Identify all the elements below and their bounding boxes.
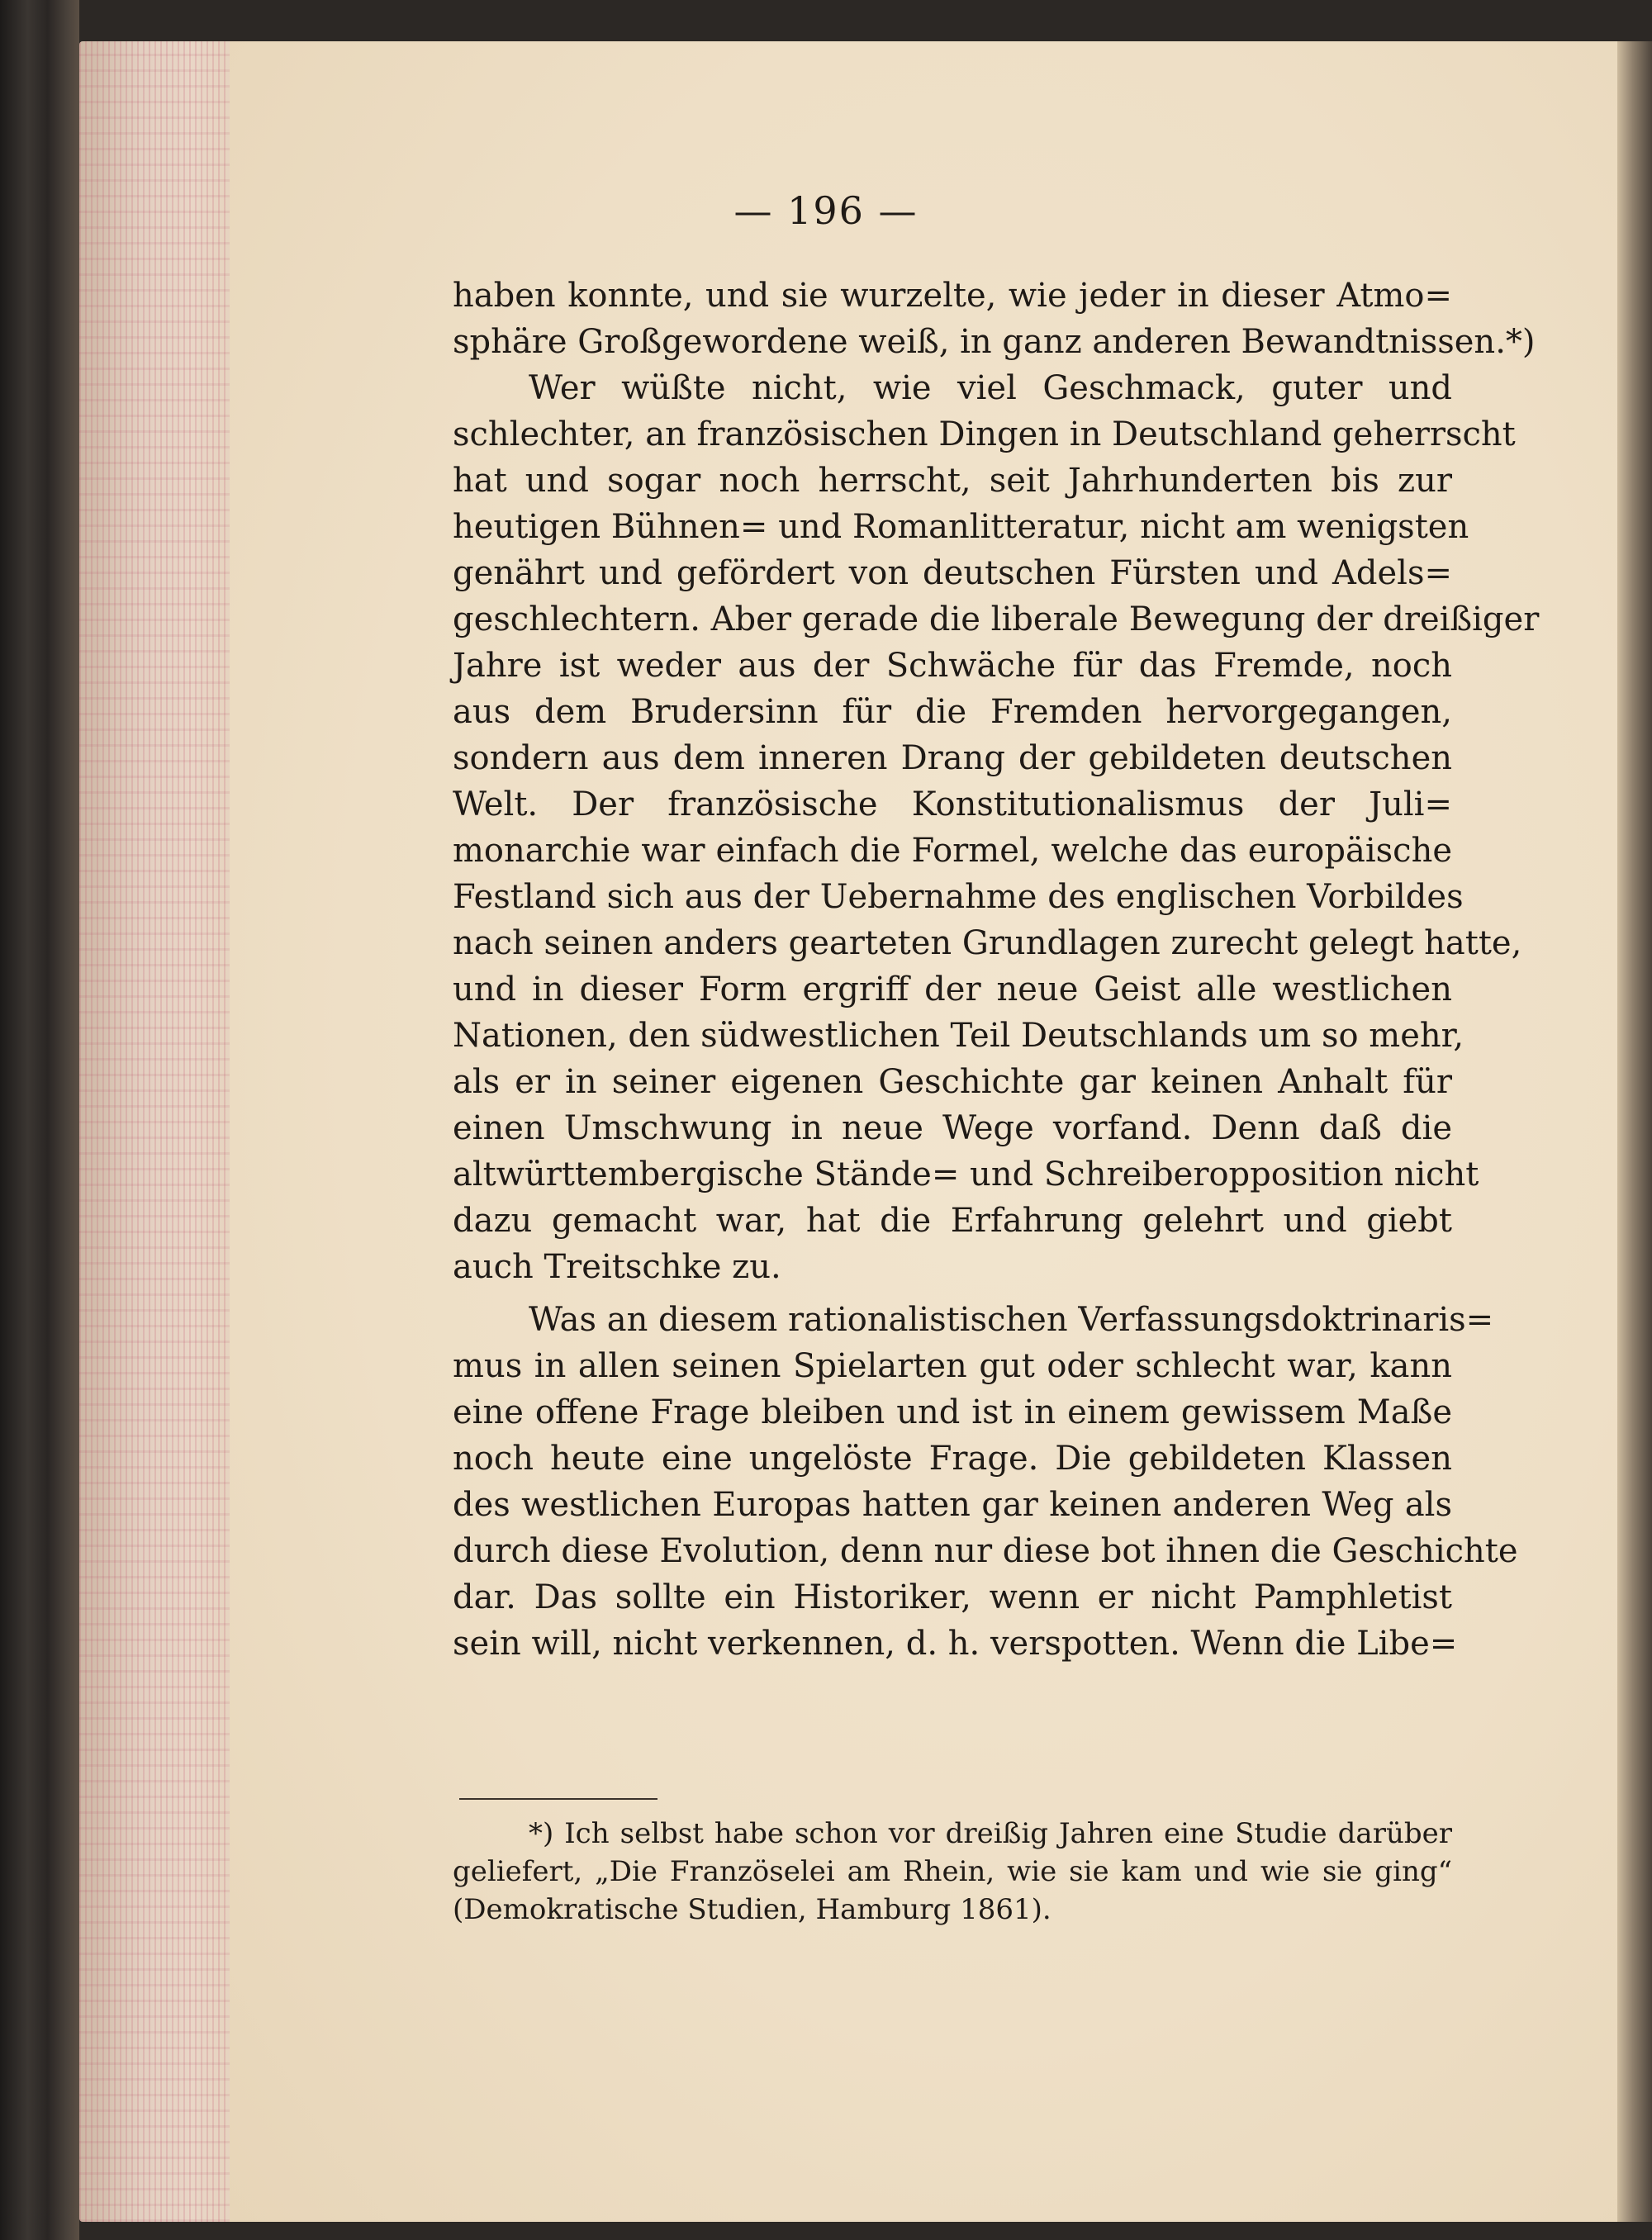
page-number: — 196 — xyxy=(733,188,919,233)
text-line: sphäre Großgewordene weiß, in ganz anderen Bewandtnissen.*) xyxy=(453,323,1536,361)
text-line: genährt und gefördert von deutschen Fürsten und Adels= xyxy=(453,554,1452,592)
text-line: heutigen Bühnen= und Romanlitteratur, nicht am wenigsten xyxy=(453,508,1469,546)
text-line: einen Umschwung in neue Wege vorfand. Denn daß die xyxy=(453,1109,1452,1147)
text-line: schlechter, an französischen Dingen in Deutschland geherrscht xyxy=(453,415,1516,453)
text-line: mus in allen seinen Spielarten gut oder schlecht war, kann xyxy=(453,1347,1452,1385)
footnote-rule xyxy=(459,1798,657,1800)
text-line: und in dieser Form ergriff der neue Geist alle westlichen xyxy=(453,971,1452,1008)
top-edge xyxy=(79,0,1652,41)
text-line: durch diese Evolution, denn nur diese bot ihnen die Geschichte xyxy=(453,1532,1518,1570)
bottom-edge xyxy=(79,2222,1652,2240)
text-line: des westlichen Europas hatten gar keinen anderen Weg als xyxy=(453,1486,1452,1524)
text-line: noch heute eine ungelöste Frage. Die gebildeten Klassen xyxy=(453,1440,1452,1478)
text-line: aus dem Brudersinn für die Fremden hervorgegangen, xyxy=(453,693,1452,731)
footnote-line: geliefert, „Die Französelei am Rhein, wie sie kam und wie sie ging“ xyxy=(453,1855,1452,1888)
text-line: Wer wüßte nicht, wie viel Geschmack, guter und xyxy=(529,369,1452,407)
text-line: altwürttembergische Stände= und Schreiberopposition nicht xyxy=(453,1156,1479,1194)
text-line: sein will, nicht verkennen, d. h. verspotten. Wenn die Libe= xyxy=(453,1625,1458,1663)
text-line: Festland sich aus der Uebernahme des englischen Vorbildes xyxy=(453,878,1464,916)
text-line: hat und sogar noch herrscht, seit Jahrhunderten bis zur xyxy=(453,462,1452,500)
text-line: nach seinen anders gearteten Grundlagen zurecht gelegt hatte, xyxy=(453,924,1522,962)
footnote-line: *) Ich selbst habe schon vor dreißig Jahren eine Studie darüber xyxy=(529,1817,1452,1850)
footnote-line: (Demokratische Studien, Hamburg 1861). xyxy=(453,1893,1051,1926)
text-line: dar. Das sollte ein Historiker, wenn er nicht Pamphletist xyxy=(453,1578,1452,1616)
text-line: als er in seiner eigenen Geschichte gar keinen Anhalt für xyxy=(453,1063,1452,1101)
text-line: auch Treitschke zu. xyxy=(453,1248,781,1286)
text-line: Was an diesem rationalistischen Verfassungsdoktrinaris= xyxy=(529,1301,1494,1339)
text-line: monarchie war einfach die Formel, welche das europäische xyxy=(453,832,1452,870)
text-line: Jahre ist weder aus der Schwäche für das Fremde, noch xyxy=(453,647,1452,685)
text-line: haben konnte, und sie wurzelte, wie jeder in dieser Atmo= xyxy=(453,277,1452,315)
text-line: Nationen, den südwestlichen Teil Deutschlands um so mehr, xyxy=(453,1017,1464,1055)
text-line: eine offene Frage bleiben und ist in einem gewissem Maße xyxy=(453,1393,1452,1431)
text-line: sondern aus dem inneren Drang der gebildeten deutschen xyxy=(453,739,1452,777)
text-line: Welt. Der französische Konstitutionalismus der Juli= xyxy=(453,785,1452,823)
book-binding xyxy=(0,0,79,2240)
text-line: dazu gemacht war, hat die Erfahrung gelehrt und giebt xyxy=(453,1202,1452,1240)
text-line: geschlechtern. Aber gerade die liberale Bewegung der dreißiger xyxy=(453,600,1540,638)
page-edges xyxy=(79,41,231,2222)
page-gutter xyxy=(1617,41,1652,2222)
